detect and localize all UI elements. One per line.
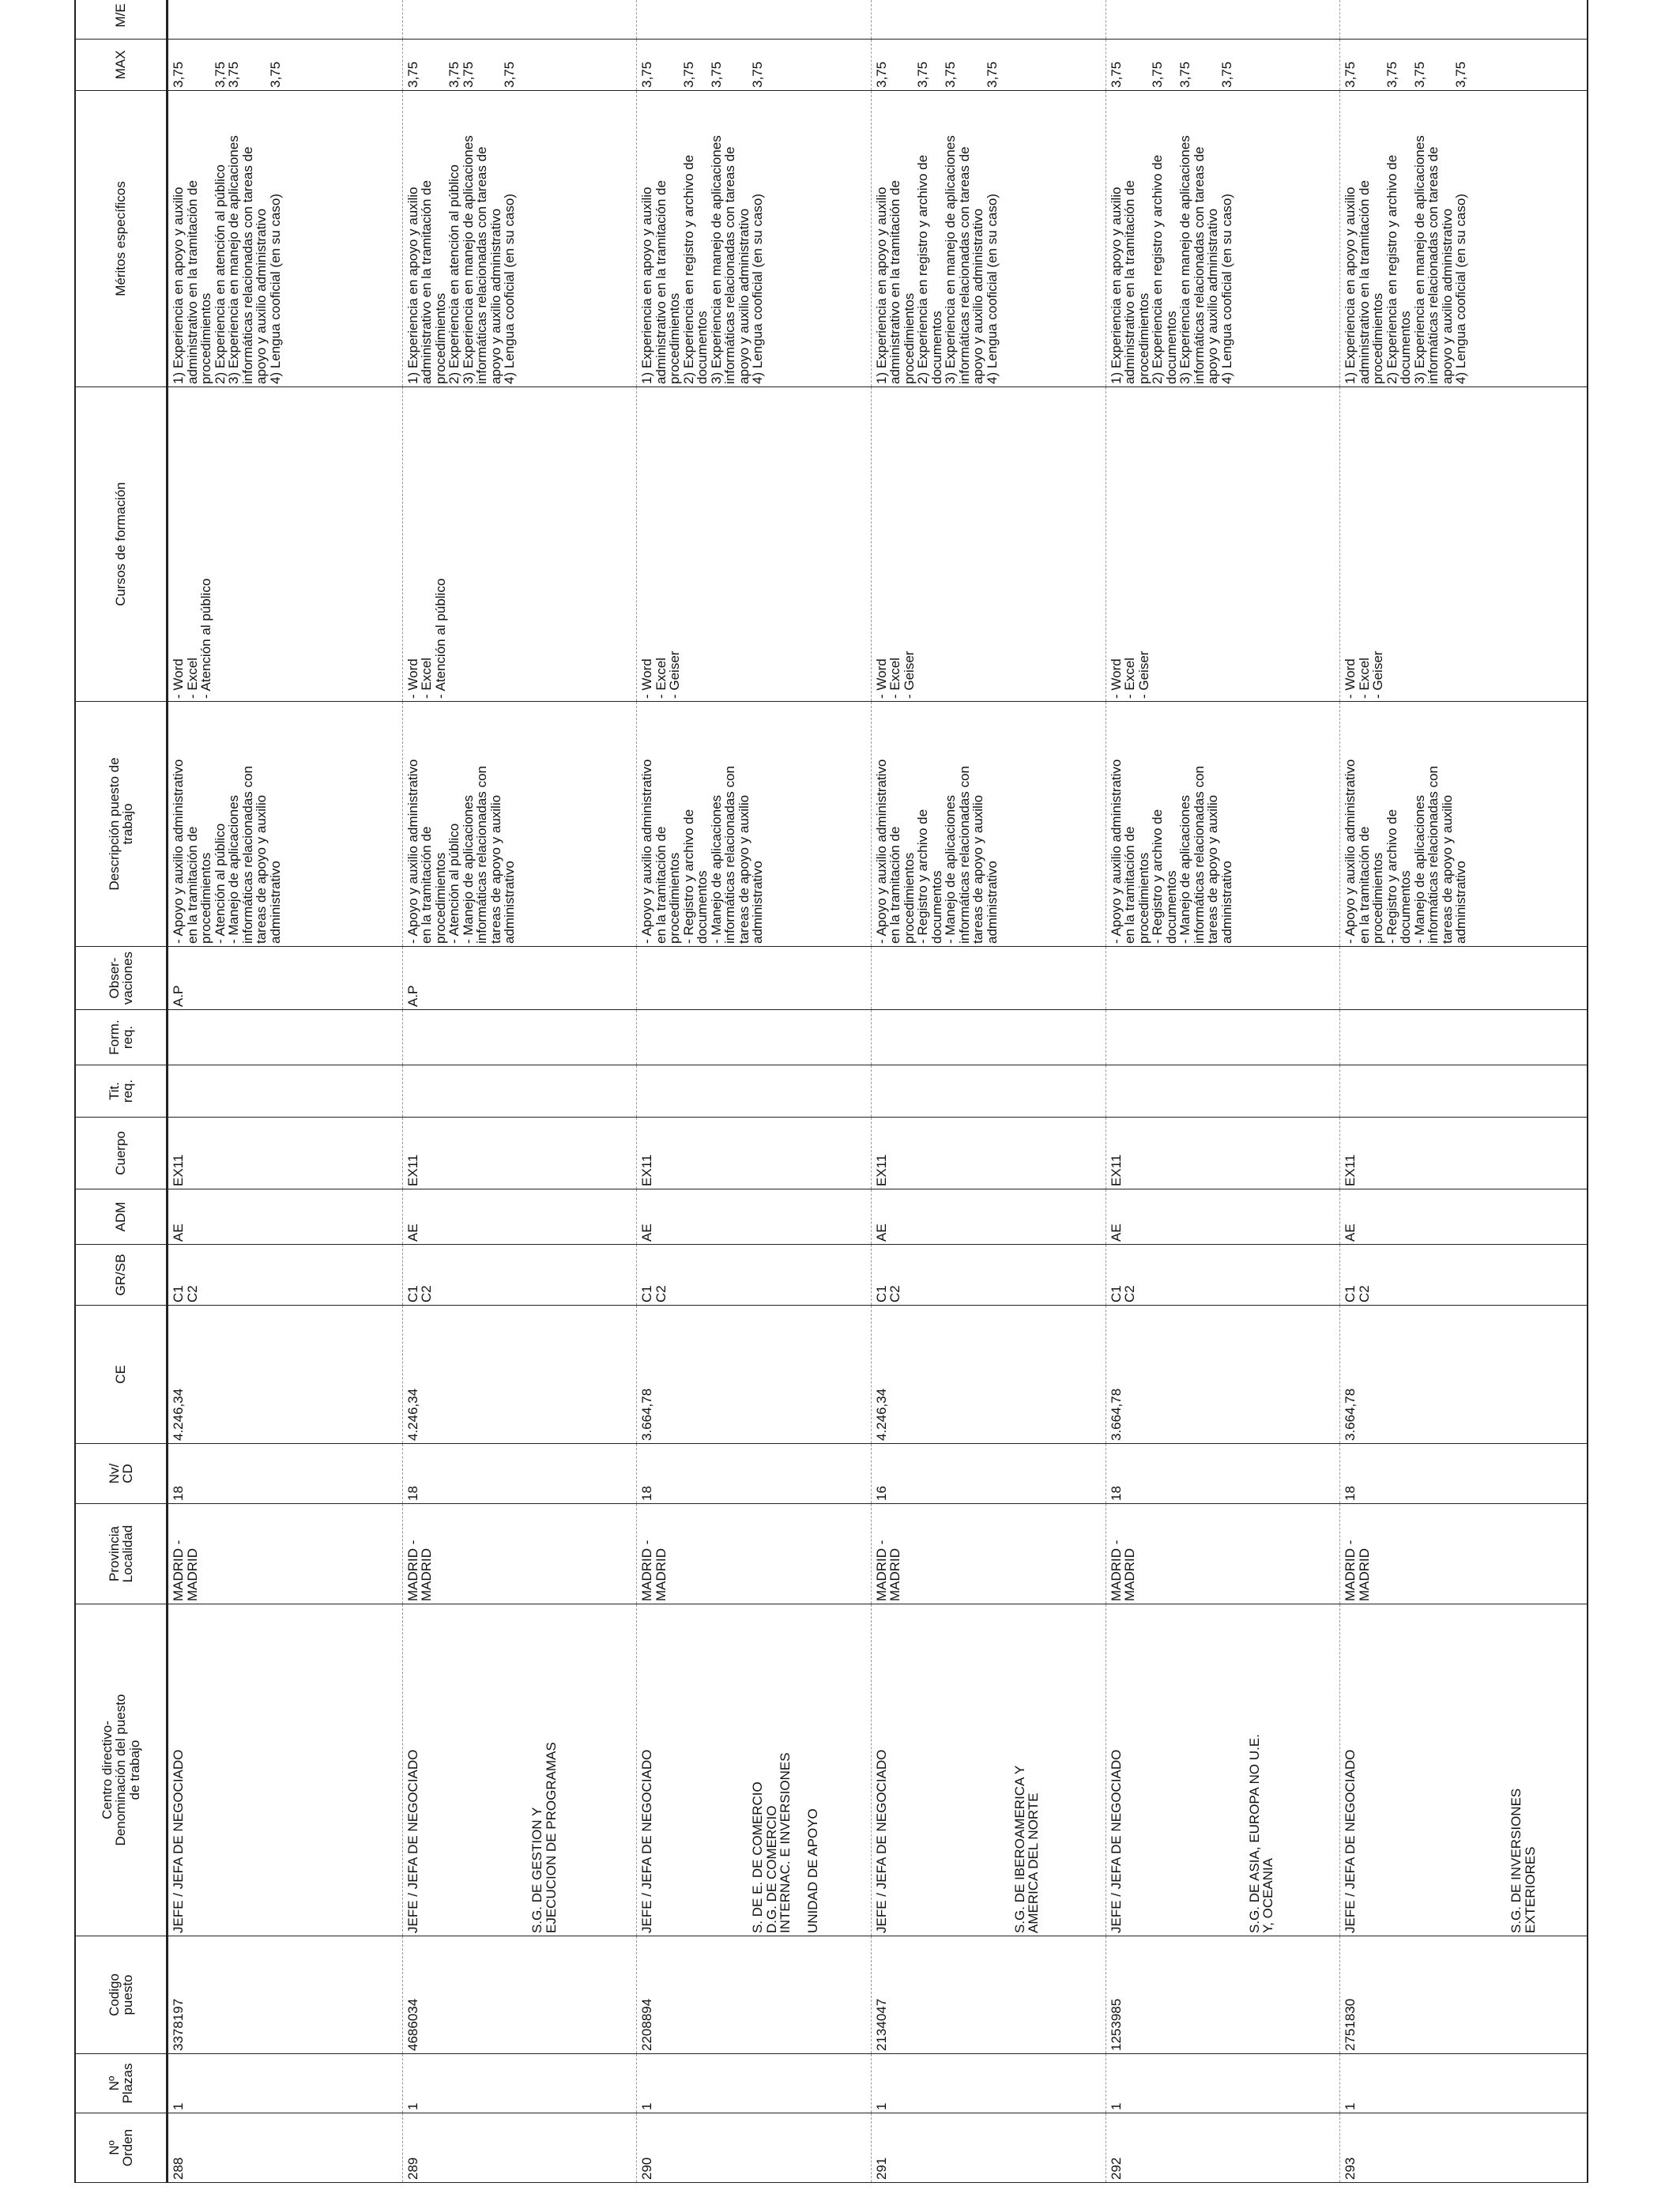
table-row (637, 0, 872, 2183)
cell-meritos: 1) Experiencia en apoyo y auxilio administrativo en la tramitación de procedimientos 2) Experiencia en atención al público 3) Experiencia en manejo de aplicaciones informáticas relacionadas con tareas de apoyo y auxilio administrativo 4) Lengua cooficial (en su caso) (402, 91, 637, 387)
cell-nivel: 18 (1340, 1444, 1588, 1504)
header-cursos: Cursos de formación (75, 387, 168, 702)
cell-ce: 4.246,34 (871, 1306, 1106, 1444)
header-meritos: Méritos específicos (75, 91, 168, 387)
cell-provincia: MADRID - MADRID (402, 1504, 637, 1604)
cell-provincia: MADRID - MADRID (1340, 1504, 1588, 1604)
cell-codigo: 2208894 (637, 1936, 872, 2054)
header-plazas: Nº Plazas (75, 2054, 168, 2113)
cell-max: 3,75 3,75 3,75 3,75 (1106, 40, 1340, 91)
cell-cursos: - Word - Excel - Geiser (1340, 387, 1588, 702)
cell-grupo: C1 C2 (1106, 1245, 1340, 1306)
cell-adm: AE (1106, 1189, 1340, 1245)
header-observaciones: Obser- vaciones (75, 947, 168, 1010)
cell-codigo: 2134047 (871, 1936, 1106, 2054)
cell-max: 3,75 3,75 3,75 3,75 (1340, 40, 1588, 91)
cell-grupo: C1 C2 (871, 1245, 1106, 1306)
cell-formacion (637, 1010, 872, 1065)
cell-adm: AE (402, 1189, 637, 1245)
cell-formacion (168, 1010, 403, 1065)
header-me: M/E (75, 0, 168, 40)
cell-provincia: MADRID - MADRID (637, 1504, 872, 1604)
cell-observaciones (1340, 947, 1588, 1010)
cell-orden: 293 (1340, 2113, 1588, 2183)
cell-formacion (1340, 1010, 1588, 1065)
cell-grupo: C1 C2 (402, 1245, 637, 1306)
cell-observaciones: A.P (402, 947, 637, 1010)
cell-formacion (871, 1010, 1106, 1065)
cell-codigo: 3378197 (168, 1936, 403, 2054)
header-row (75, 0, 168, 2183)
table-row (402, 0, 637, 2183)
cell-adm: AE (637, 1189, 872, 1245)
cell-titulacion (1340, 1065, 1588, 1118)
cell-cursos: - Word - Excel - Geiser (1106, 387, 1340, 702)
cell-meritos: 1) Experiencia en apoyo y auxilio administrativo en la tramitación de procedimientos 2) Experiencia en registro y archivo de documentos 3) Experiencia en manejo de aplicaciones informáticas relacionadas con tareas de apoyo y auxilio administrativo 4) Lengua cooficial (en su caso) (1106, 91, 1340, 387)
cell-provincia: MADRID - MADRID (1106, 1504, 1340, 1604)
table-row (1340, 0, 1588, 2183)
cell-centro: JEFE / JEFA DE NEGOCIADO (168, 1604, 403, 1936)
cell-ce: 4.246,34 (402, 1306, 637, 1444)
cell-codigo: 2751830 (1340, 1936, 1588, 2054)
cell-nivel: 18 (402, 1444, 637, 1504)
cell-grupo: C1 C2 (1340, 1245, 1588, 1306)
vacancy-table (74, 0, 1588, 2183)
cell-cuerpo: EX11 (637, 1118, 872, 1189)
header-adm: ADM (75, 1189, 168, 1245)
cell-plazas: 1 (1340, 2054, 1588, 2113)
cell-orden: 291 (871, 2113, 1106, 2183)
cell-nivel: 16 (871, 1444, 1106, 1504)
cell-cuerpo: EX11 (871, 1118, 1106, 1189)
cell-centro: JEFE / JEFA DE NEGOCIADO S.G. DE IBEROAMERICA Y AMERICA DEL NORTE (871, 1604, 1106, 1936)
header-grupo: GR/SB (75, 1245, 168, 1306)
cell-centro: JEFE / JEFA DE NEGOCIADO S.G. DE INVERSIONES EXTERIORES (1340, 1604, 1588, 1936)
cell-adm: AE (871, 1189, 1106, 1245)
cell-me (168, 0, 403, 40)
cell-ce: 3.664,78 (1340, 1306, 1588, 1444)
cell-titulacion (168, 1065, 403, 1118)
header-codigo: Codigo puesto (75, 1936, 168, 2054)
cell-observaciones (871, 947, 1106, 1010)
cell-grupo: C1 C2 (637, 1245, 872, 1306)
cell-descripcion: - Apoyo y auxilio administrativo en la tramitación de procedimientos - Atención al público - Manejo de aplicaciones informáticas relacionadas con tareas de apoyo y auxilio administrativo (402, 702, 637, 947)
cell-formacion (1106, 1010, 1340, 1065)
cell-titulacion (637, 1065, 872, 1118)
cell-meritos: 1) Experiencia en apoyo y auxilio administrativo en la tramitación de procedimientos 2) Experiencia en registro y archivo de documentos 3) Experiencia en manejo de aplicaciones informáticas relacionadas con tareas de apoyo y auxilio administrativo 4) Lengua cooficial (en su caso) (1340, 91, 1588, 387)
cell-plazas: 1 (637, 2054, 872, 2113)
cell-orden: 290 (637, 2113, 872, 2183)
cell-nivel: 18 (168, 1444, 403, 1504)
header-formacion: Form. req. (75, 1010, 168, 1065)
header-centro: Centro directivo- Denominación del puesto de trabajo (75, 1604, 168, 1936)
cell-grupo: C1 C2 (168, 1245, 403, 1306)
header-max: MAX (75, 40, 168, 91)
cell-me (637, 0, 872, 40)
cell-cursos: - Word - Excel - Geiser (871, 387, 1106, 702)
cell-formacion (402, 1010, 637, 1065)
cell-plazas: 1 (1106, 2054, 1340, 2113)
cell-orden: 289 (402, 2113, 637, 2183)
cell-codigo: 4686034 (402, 1936, 637, 2054)
cell-plazas: 1 (402, 2054, 637, 2113)
cell-cursos: - Word - Excel - Atención al público (168, 387, 403, 702)
cell-provincia: MADRID - MADRID (168, 1504, 403, 1604)
cell-centro: JEFE / JEFA DE NEGOCIADO S. DE E. DE COMERCIO D.G. DE COMERCIO INTERNAC. E INVERSIONES UNIDAD DE APOYO (637, 1604, 872, 1936)
cell-observaciones: A.P (168, 947, 403, 1010)
cell-cuerpo: EX11 (402, 1118, 637, 1189)
cell-descripcion: - Apoyo y auxilio administrativo en la tramitación de procedimientos - Registro y archivo de documentos - Manejo de aplicaciones informáticas relacionadas con tareas de apoyo y auxilio administrativo (871, 702, 1106, 947)
cell-provincia: MADRID - MADRID (871, 1504, 1106, 1604)
cell-meritos: 1) Experiencia en apoyo y auxilio administrativo en la tramitación de procedimientos 2) Experiencia en registro y archivo de documentos 3) Experiencia en manejo de aplicaciones informáticas relacionadas con tareas de apoyo y auxilio administrativo 4) Lengua cooficial (en su caso) (871, 91, 1106, 387)
cell-cuerpo: EX11 (1340, 1118, 1588, 1189)
cell-max: 3,75 3,75 3,75 3,75 (637, 40, 872, 91)
header-ce: CE (75, 1306, 168, 1444)
cell-titulacion (871, 1065, 1106, 1118)
cell-me (402, 0, 637, 40)
header-orden: Nº Orden (75, 2113, 168, 2183)
cell-descripcion: - Apoyo y auxilio administrativo en la tramitación de procedimientos - Registro y archivo de documentos - Manejo de aplicaciones informáticas relacionadas con tareas de apoyo y auxilio administrativo (1106, 702, 1340, 947)
cell-me (1106, 0, 1340, 40)
cell-meritos: 1) Experiencia en apoyo y auxilio administrativo en la tramitación de procedimientos 2) Experiencia en atención al público 3) Experiencia en manejo de aplicaciones informáticas relacionadas con tareas de apoyo y auxilio administrativo 4) Lengua cooficial (en su caso) (168, 91, 403, 387)
cell-centro: JEFE / JEFA DE NEGOCIADO S.G. DE GESTION Y EJECUCION DE PROGRAMAS (402, 1604, 637, 1936)
cell-max: 3,75 3,75 3,75 3,75 (871, 40, 1106, 91)
cell-cuerpo: EX11 (1106, 1118, 1340, 1189)
cell-titulacion (1106, 1065, 1340, 1118)
cell-orden: 288 (168, 2113, 403, 2183)
table-row (1106, 0, 1340, 2183)
cell-descripcion: - Apoyo y auxilio administrativo en la tramitación de procedimientos - Atención al público - Manejo de aplicaciones informáticas relacionadas con tareas de apoyo y auxilio administrativo (168, 702, 403, 947)
header-descripcion: Descripción puesto de trabajo (75, 702, 168, 947)
cell-cursos: - Word - Excel - Geiser (637, 387, 872, 702)
header-nivel: Nv/ CD (75, 1444, 168, 1504)
cell-adm: AE (168, 1189, 403, 1245)
cell-ce: 3.664,78 (637, 1306, 872, 1444)
cell-observaciones (1106, 947, 1340, 1010)
cell-observaciones (637, 947, 872, 1010)
cell-nivel: 18 (1106, 1444, 1340, 1504)
cell-plazas: 1 (168, 2054, 403, 2113)
cell-adm: AE (1340, 1189, 1588, 1245)
cell-descripcion: - Apoyo y auxilio administrativo en la tramitación de procedimientos - Registro y archivo de documentos - Manejo de aplicaciones informáticas relacionadas con tareas de apoyo y auxilio administrativo (1340, 702, 1588, 947)
cell-descripcion: - Apoyo y auxilio administrativo en la tramitación de procedimientos - Registro y archivo de documentos - Manejo de aplicaciones informáticas relacionadas con tareas de apoyo y auxilio administrativo (637, 702, 872, 947)
table-row (871, 0, 1106, 2183)
cell-me (1340, 0, 1588, 40)
cell-max: 3,75 3,75 3,75 3,75 (402, 40, 637, 91)
cell-nivel: 18 (637, 1444, 872, 1504)
header-titulacion: Tit. req. (75, 1065, 168, 1118)
cell-me (871, 0, 1106, 40)
cell-centro: JEFE / JEFA DE NEGOCIADO S.G. DE ASIA, EUROPA NO U.E. Y, OCEANIA (1106, 1604, 1340, 1936)
cell-orden: 292 (1106, 2113, 1340, 2183)
cell-max: 3,75 3,75 3,75 3,75 (168, 40, 403, 91)
cell-meritos: 1) Experiencia en apoyo y auxilio administrativo en la tramitación de procedimientos 2) Experiencia en registro y archivo de documentos 3) Experiencia en manejo de aplicaciones informáticas relacionadas con tareas de apoyo y auxilio administrativo 4) Lengua cooficial (en su caso) (637, 91, 872, 387)
cell-cursos: - Word - Excel - Atención al público (402, 387, 637, 702)
header-provincia: Provincia Localidad (75, 1504, 168, 1604)
cell-ce: 4.246,34 (168, 1306, 403, 1444)
cell-titulacion (402, 1065, 637, 1118)
header-cuerpo: Cuerpo (75, 1118, 168, 1189)
cell-cuerpo: EX11 (168, 1118, 403, 1189)
cell-codigo: 1253985 (1106, 1936, 1340, 2054)
cell-ce: 3.664,78 (1106, 1306, 1340, 1444)
table-row (168, 0, 403, 2183)
cell-plazas: 1 (871, 2054, 1106, 2113)
